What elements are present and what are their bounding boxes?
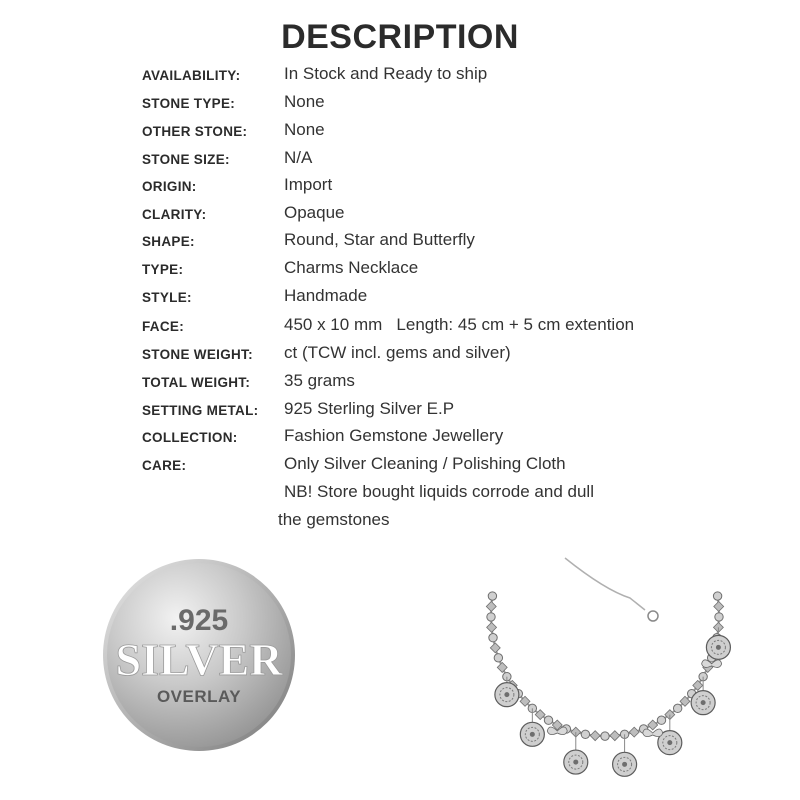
clasp-ring (648, 611, 658, 621)
spec-label: AVAILABILITY: (142, 68, 241, 83)
spec-row-type (0, 256, 800, 284)
chain-bead (544, 716, 552, 724)
spec-value: Round, Star and Butterfly (284, 230, 475, 249)
spec-row-stone-size (0, 146, 800, 174)
spec-row-total-weight (0, 369, 800, 397)
spec-value: Charms Necklace (284, 258, 419, 277)
chain-bead (601, 732, 609, 740)
chain-bead (489, 633, 497, 641)
spec-label: CARE: (142, 458, 187, 473)
spec-label: STONE WEIGHT: (142, 347, 253, 362)
spec-value: 35 grams (284, 371, 355, 390)
star-charm (487, 622, 497, 632)
round-charm-center (667, 740, 672, 745)
chain-bead (673, 704, 681, 712)
star-charm (490, 643, 500, 653)
chain-bead (487, 613, 495, 621)
spec-value: In Stock and Ready to ship (284, 64, 488, 83)
spec-value: Import (284, 175, 333, 194)
extension-chain (565, 558, 645, 610)
spec-row-setting-metal (0, 397, 800, 425)
spec-row-availability (0, 62, 800, 90)
spec-row-care (0, 452, 800, 480)
spec-value: None (284, 92, 325, 111)
round-charm-center (716, 645, 721, 650)
spec-value: Only Silver Cleaning / Polishing Cloth (284, 454, 566, 473)
spec-value: ct (TCW incl. gems and silver) (284, 343, 511, 362)
page-title: DESCRIPTION (281, 18, 519, 56)
chain-bead (581, 730, 589, 738)
spec-label: COLLECTION: (142, 430, 238, 445)
round-charm-center (504, 692, 509, 697)
spec-row-collection (0, 424, 800, 452)
spec-row-stone-weight (0, 341, 800, 369)
spec-row-style (0, 284, 800, 312)
care-note-line-1 (0, 480, 800, 508)
chain-bead (715, 613, 723, 621)
spec-value: Fashion Gemstone Jewellery (284, 426, 504, 445)
spec-value: N/A (284, 148, 313, 167)
badge-silver-text: SILVER (115, 634, 283, 685)
round-charm-center (622, 762, 627, 767)
spec-row-other-stone (0, 118, 800, 146)
spec-row-shape (0, 228, 800, 256)
spec-label: ORIGIN: (142, 179, 197, 194)
star-charm (486, 601, 496, 611)
spec-value: 925 Sterling Silver E.P (284, 399, 455, 418)
spec-label: STONE SIZE: (142, 152, 230, 167)
care-note: NB! Store bought liquids corrode and dull (284, 482, 594, 501)
star-charm (648, 720, 658, 730)
spec-label: CLARITY: (142, 207, 207, 222)
spec-label: STONE TYPE: (142, 96, 236, 111)
star-charm (497, 662, 507, 672)
badge-purity-text: .925 (169, 604, 229, 637)
necklace-image (455, 520, 755, 790)
spec-row-face (0, 313, 800, 341)
spec-label: OTHER STONE: (142, 124, 248, 139)
chain-bead (713, 592, 721, 600)
spec-value: 450 x 10 mm Length: 45 cm + 5 cm extention (284, 315, 635, 334)
star-charm (610, 731, 620, 741)
round-charm-center (573, 760, 578, 765)
chain-bead (657, 716, 665, 724)
chain-bead (494, 654, 502, 662)
silver-overlay-badge (102, 558, 296, 752)
spec-value: Handmade (284, 286, 368, 305)
spec-row-stone-type (0, 90, 800, 118)
chain-bead (488, 592, 496, 600)
spec-value: Opaque (284, 203, 345, 222)
star-charm (590, 731, 600, 741)
round-charm-center (530, 732, 535, 737)
necklace-chain (491, 596, 719, 736)
spec-label: FACE: (142, 319, 184, 334)
star-charm (714, 601, 724, 611)
star-charm (629, 727, 639, 737)
spec-row-clarity (0, 201, 800, 229)
spec-label: STYLE: (142, 290, 192, 305)
spec-label: SHAPE: (142, 234, 195, 249)
spec-label: TOTAL WEIGHT: (142, 375, 251, 390)
spec-value: None (284, 120, 325, 139)
spec-label: TYPE: (142, 262, 184, 277)
badge-overlay-text: OVERLAY (156, 687, 242, 706)
care-note: the gemstones (278, 510, 390, 529)
spec-label: SETTING METAL: (142, 403, 259, 418)
spec-row-origin (0, 173, 800, 201)
round-charm-center (701, 700, 706, 705)
